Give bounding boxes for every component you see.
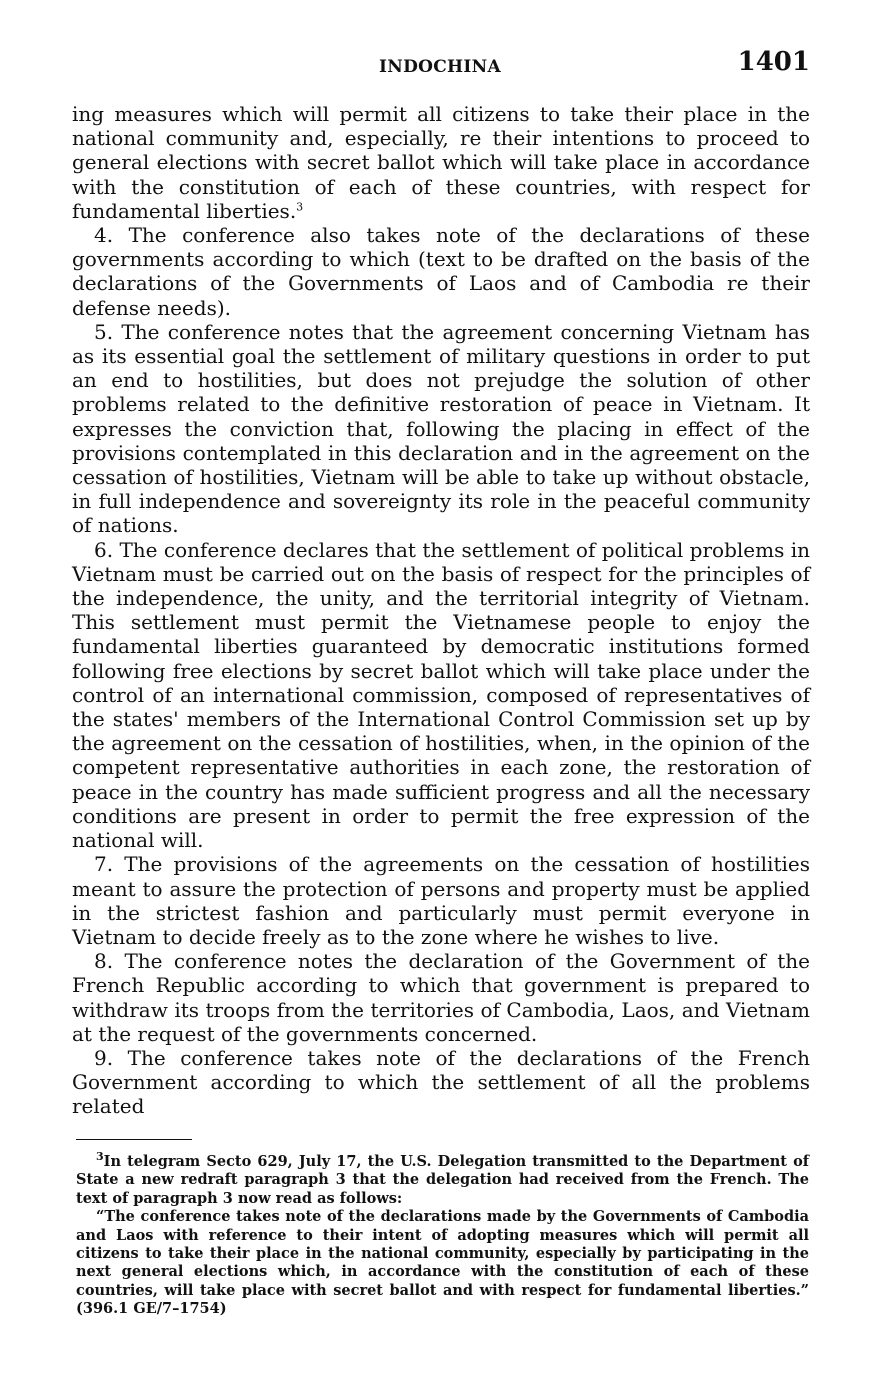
body-text [72, 102, 810, 1119]
paragraph-9: 9. The conference takes note of the declarations of the French Government according to which the settlement of all the problems related [72, 1045, 810, 1119]
paragraph-8: 8. The conference notes the declaration of the Government of the French Republic according to which that government is prepared to withdraw its troops from the territories of Cambodia, Laos, and Vietnam at the request of the governments concerned. [72, 949, 810, 1046]
footnote-quote: “The conference takes note of the declarations made by the Governments of Cambodia and Laos with reference to their intent of adopting measures which will permit all citizens to take their place in the national community, especially by participating in the next general elections which, in accordance with the constitution of each of these countries, will take place with secret ballot and with respect for fundamental liberties.” (396.1 GE/7–1754) [76, 1208, 809, 1318]
paragraph-3-continuation [72, 102, 810, 223]
footnote-text: In telegram Secto 629, July 17, the U.S. Delegation transmitted to the Department of State a new redraft paragraph 3 that the delegation had received from the French. The text of paragraph 3 now read as follows: [76, 1153, 809, 1207]
footnote-reference: 3 [296, 200, 304, 214]
running-header [70, 47, 810, 83]
footnote-divider [76, 1139, 192, 1140]
paragraph-5: 5. The conference notes that the agreement concerning Vietnam has as its essential goal the settlement of military questions in order to put an end to hostilities, but does not prejudge the solution of other problems related to the definitive restoration of peace in Vietnam. It expresses the conviction that, following the placing in effect of the provisions contemplated in this declaration and in the agreement on the cessation of hostilities, Vietnam will be able to take up without obstacle, in full independence and sovereignty its role in the peaceful community of nations. [72, 319, 810, 538]
paragraph-text: ing measures which will permit all citizens to take their place in the national community and, especially, re their intentions to proceed to general elections with secret ballot which will take place in accordance with the constitution of each of these countries, with respect for fundamental liberties. [72, 102, 810, 223]
footnote-marker: 3 [96, 1150, 104, 1164]
paragraph-6: 6. The conference declares that the settlement of political problems in Vietnam must be carried out on the basis of respect for the principles of the independence, the unity, and the territorial integrity of Vietnam. This settlement must permit the Vietnamese people to enjoy the fundamental liberties guaranteed by democratic institutions formed following free elections by secret ballot which will take place under the control of an international commission, composed of representatives of the states' members of the International Control Commission set up by the agreement on the cessation of hostilities, when, in the opinion of the competent representative authorities in each zone, the restoration of peace in the country has made sufficient progress and all the necessary conditions are present in order to permit the free expression of the national will. [72, 537, 810, 853]
paragraph-7: 7. The provisions of the agreements on the cessation of hostilities meant to assure the protection of persons and property must be applied in the strictest fashion and particularly must permit everyone in Vietnam to decide freely as to the zone where he wishes to live. [72, 852, 810, 949]
paragraph-4: 4. The conference also takes note of the declarations of these governments according to which (text to be drafted on the basis of the declarations of the Governments of Laos and of Cambodia re their defense needs). [72, 223, 810, 320]
page-number: 1401 [737, 47, 810, 77]
footnote-3 [76, 1150, 809, 1208]
running-title: INDOCHINA [378, 57, 501, 77]
footnotes [76, 1150, 809, 1319]
